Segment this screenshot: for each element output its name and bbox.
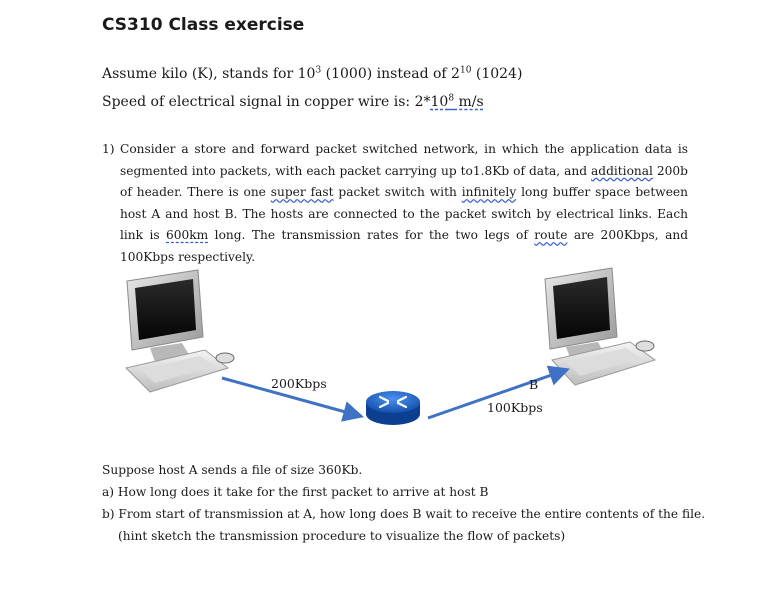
speed-base: $10^8$: [430, 93, 455, 110]
kilo-text-2: (1000) instead of 2: [321, 66, 460, 82]
host-b-label: B: [529, 377, 539, 392]
host-a-computer-icon: [126, 270, 234, 392]
speed-unit: m/s: [454, 94, 484, 110]
speed-exp: 8: [448, 93, 455, 104]
spell-route: route: [534, 228, 568, 243]
host-b-computer-icon: [545, 268, 655, 385]
page-title: CS310 Class exercise: [102, 15, 305, 35]
question-b: b) From start of transmission at A, how long does B wait to receive the entire contents of the file.: [102, 507, 706, 521]
speed-text: Speed of electrical signal in copper wire is: 2*: [102, 94, 431, 110]
link1-rate-label: 200Kbps: [271, 376, 327, 391]
kilo-exp-1: 3: [315, 65, 322, 76]
link2-rate-label: 100Kbps: [487, 400, 543, 415]
spell-additional: additional: [591, 163, 653, 178]
hint-text: (hint sketch the transmission procedure to visualize the flow of packets): [118, 529, 566, 543]
question-1-number: 1): [102, 142, 115, 156]
kilo-text-1: Assume kilo (K), stands for 10: [102, 66, 316, 82]
question-a: a) How long does it take for the first packet to arrive at host B: [102, 485, 489, 499]
spell-600km: 600km: [166, 228, 209, 243]
question-1-body: Consider a store and forward packet switched network, in which the application data is segmented into packets, with each packet carrying up to1.8Kb of data, and additional 200b of header. There is one super fast packet switch with infinitely long buffer space between host A and host B. The hosts are connected to the packet switch by electrical links. Each link is 600km long. The transmission rates for the two legs of route are 200Kbps, and 100Kbps respectively.: [120, 142, 688, 264]
spell-infinitely: infinitely: [461, 185, 517, 200]
kilo-text-3: (1024): [471, 66, 523, 82]
router-icon: [366, 391, 420, 425]
kilo-exp-2: 10: [459, 65, 472, 76]
spell-super-fast: super fast: [270, 185, 334, 200]
scenario-text: Suppose host A sends a file of size 360Kb.: [102, 463, 363, 477]
